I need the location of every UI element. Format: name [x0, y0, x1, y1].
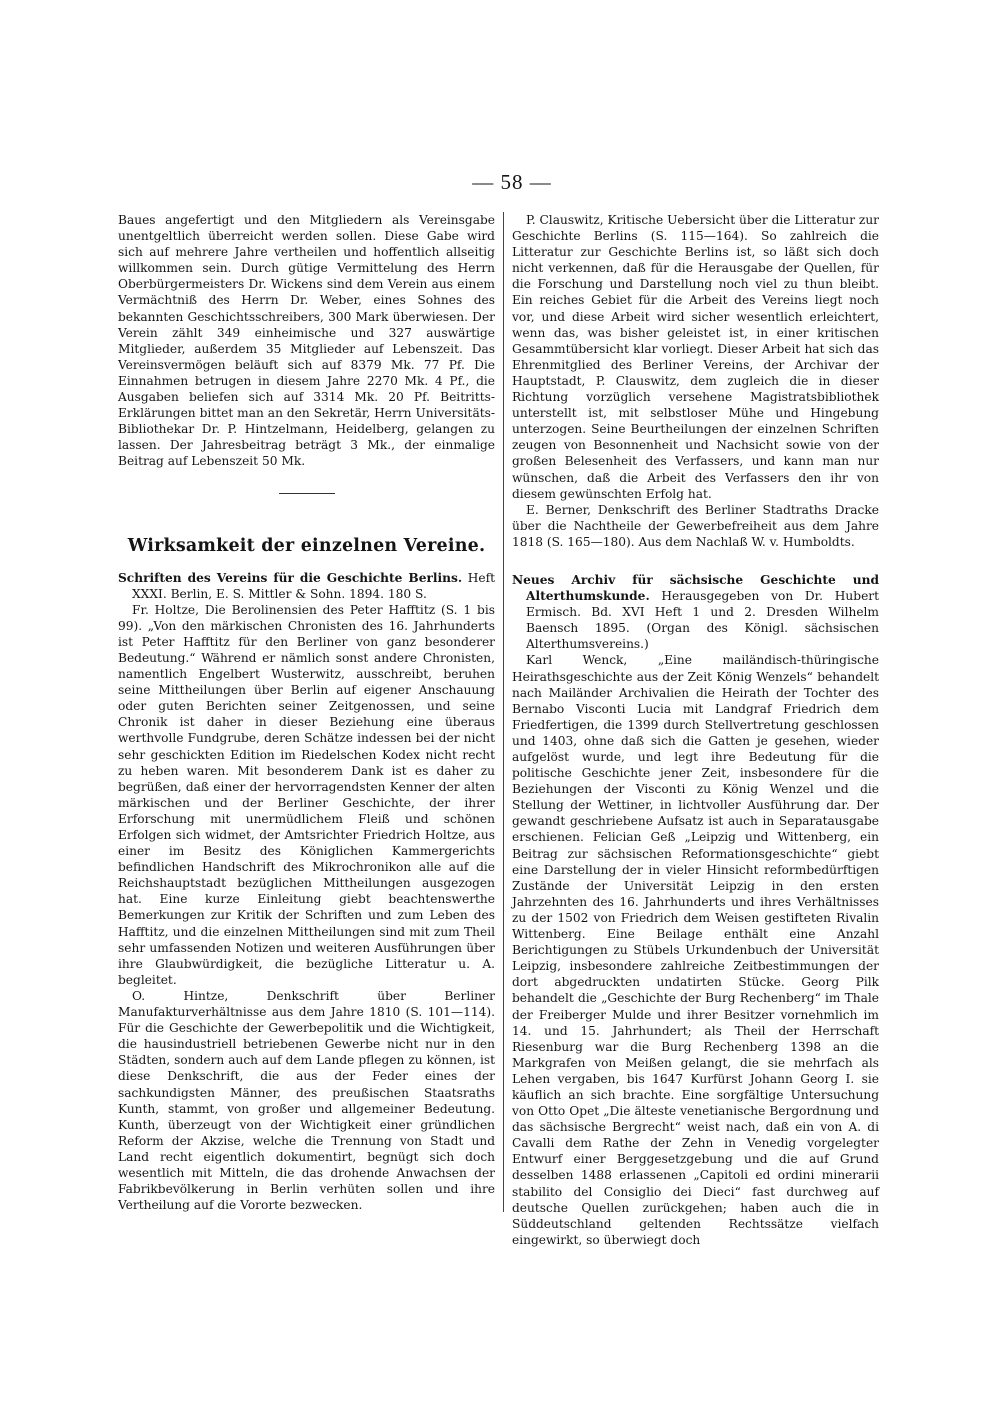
left-column — [118, 212, 495, 1213]
entry-saxony-wenck: Karl Wenck, „Eine mailändisch-thüringische Heirathsgeschichte aus der Zeit König Wenzels“ behandelt nach Mailänder Archivalien die Heirath der Tochter des Bernabo Visconti Lucia mit Landgraf Friedrich dem Friedfertigen, die 1399 durch Stellvertretung geschlossen und 1403, ohne daß sich die Gatten je gesehen, wieder aufgelöst wurde, und legt ihre Bedeutung für die politische Geschichte jener Zeit, insbesondere für die Beziehungen der Visconti zu König Wenzel und die Stellung der Wettiner, in lichtvoller Ausführung dar. Der gewandt geschriebene Aufsatz ist auch in Separatausgabe erschienen. Felician Geß „Leipzig und Wittenberg, ein Beitrag zur sächsischen Reformationsgeschichte“ giebt eine Darstellung der in vieler Hinsicht reformbedürftigen Zustände der Universität Leipzig in den ersten Jahrzehnten des 16. Jahrhunderts und ihres Verhältnisses zu der 1502 von Friedrich dem Weisen gestifteten Rivalin Wittenberg. Eine Beilage enthält eine Anzahl Berichtigungen zu Stübels Urkundenbuch der Universität Leipzig, insbesondere zahlreiche Zeitbestimmungen der dort abgedruckten undatirten Stücke. Georg Pilk behandelt die „Geschichte der Burg Rechenberg“ im Thale der Freiberger Mulde und ihrer Besitzer vornehmlich im 14. und 15. Jahrhundert; als Theil der Herrschaft Riesenburg war die Burg Rechenberg 1398 an die Markgrafen von Meißen gelangt, die sie mehrfach als Lehen vergaben, bis 1647 Kurfürst Johann Georg I. sie käuflich an sich brachte. Eine sorgfältige Untersuchung von Otto Opet „Die älteste venetianische Bergordnung und das sächsische Bergrecht“ weist nach, daß ein von A. di Cavalli dem Rathe der Zehn in Venedig vorgelegter Entwurf einer Berggesetzgebung und die auf Grund desselben 1488 erlassenen „Capitoli ed ordini minerarii stabilito del Consiglio dei Dieci“ fast durchweg auf deutsche Quellen zurückgehen; haben auch die in Süddeutschland geltenden Rechtssätze vielfach eingewirkt, so überwiegt doch — [512, 653, 879, 1247]
entry-gap — [512, 550, 879, 572]
intro-paragraph: Baues angefertigt und den Mitgliedern als Vereinsgabe unentgeltlich überreicht werden sollen. Diese Gabe wird sich auf mehrere Jahre vertheilen und hoffentlich allseitig willkommen sein. Durch gütige Vermittelung des Herrn Oberbürgermeisters Dr. Wickens sind dem Verein aus einem Vermächtniß des Herrn Dr. Weber, eines Sohnes des bekannten Geschichtsschreibers, 300 Mark überwiesen. Der Verein zählt 349 einheimische und 327 auswärtige Mitglieder, außerdem 35 Mitglieder auf Lebenszeit. Das Vereinsvermögen beläuft sich auf 8379 Mk. 77 Pf. Die Einnahmen betrugen in diesem Jahre 2270 Mk. 4 Pf., die Ausgaben beliefen sich auf 3314 Mk. 20 Pf. Beitritts-Erklärungen bittet man an den Sekretär, Herrn Universitäts-Bibliothekar Dr. P. Hintzelmann, Heidelberg, gelangen zu lassen. Der Jahresbeitrag beträgt 3 Mk., der einmalige Beitrag auf Lebenszeit 50 Mk. — [118, 213, 495, 469]
section-separator — [279, 493, 335, 494]
entry-saxony-publication: Herausgegeben von Dr. Hubert Ermisch. Bd. XVI Heft 1 und 2. Dresden Wilhelm Baensch 1895. (Organ des Königl. sächsischen Alterthumsvereins.) — [526, 589, 879, 652]
entry-berlin-clauswitz: P. Clauswitz, Kritische Uebersicht über die Litteratur zur Geschichte Berlins (S. 115—164). So zahlreich die Litteratur zur Geschichte Berlins ist, so läßt sich doch nicht verkennen, daß für die Herausgabe der Quellen, für die Forschung und Darstellung noch viel zu thun bleibt. Ein reiches Gebiet für die Arbeit des Vereins liegt noch vor, und diese Arbeit wird sicher wesentlich erleichtert, wenn das, was bisher geleistet ist, in einer kritischen Gesammtübersicht klar vorliegt. Dieser Arbeit hat sich das Ehrenmitglied des Berliner Vereins, der Archivar der Hauptstadt, P. Clauswitz, dem zugleich die in dieser Richtung vorzüglich versehene Magistratsbibliothek unterstellt ist, mit selbstloser Mühe und Hingebung unterzogen. Seine Beurtheilungen der einzelnen Schriften zeugen von Besonnenheit und Nachsicht sowie von der großen Belesenheit des Verfassers, und kann man nur wünschen, daß die Arbeit des Verfassers den ihr von diesem gewünschten Erfolg hat. — [512, 213, 880, 501]
entry-berlin-holtze: Fr. Holtze, Die Berolinensien des Peter Hafftitz (S. 1 bis 99). „Von den märkischen Chronisten des 16. Jahrhunderts ist Peter Hafftitz für den Berliner von ganz besonderer Bedeutung.“ Während er nämlich sonst andere Chronisten, namentlich Engelbert Wusterwitz, ausschreibt, beruhen seine Mittheilungen über Berlin auf eigener Anschauung oder guten Berichten seiner Zeitgenossen, und seine Chronik ist daher in dieser Beziehung eine überaus werthvolle Fundgrube, deren Schätze indessen bei der nicht sehr geschickten Edition im Riedelschen Kodex nicht recht zu heben waren. Mit besonderem Dank ist es daher zu begrüßen, daß einer der hervorragendsten Kenner der alten märkischen und der Berliner Geschichte, der ihrer Erforschung mit unermüdlichem Fleiß und schönen Erfolgen sich widmet, der Amtsrichter Friedrich Holtze, aus einer im Besitz des Königlichen Kammergerichts befindlichen Handschrift des Mikrochronikon alle auf die Reichshauptstadt bezüglichen Mittheilungen ausgezogen hat. Eine kurze Einleitung giebt beachtenswerthe Bemerkungen zur Kritik der Schriften und zum Leben des Hafftitz, und die einzelnen Mittheilungen sind mit zum Theil sehr umfassenden Notizen und weiteren Ausführungen über ihre Glaubwürdigkeit, die bezügliche Litteratur u. A. begleitet. — [118, 602, 495, 987]
section-heading: Wirksamkeit der einzelnen Vereine. — [127, 535, 486, 556]
right-column — [512, 212, 879, 1248]
entry-berlin-header — [118, 570, 495, 602]
entry-berlin-hintze: O. Hintze, Denkschrift über Berliner Manufakturverhältnisse aus dem Jahre 1810 (S. 101—114). Für die Geschichte der Gewerbepolitik und die Wichtigkeit, die hausindustriell betriebenen Gewerbe nicht nur in den Städten, sondern auch auf dem Lande pflegen zu können, ist diese Denkschrift, die aus der Feder eines der sachkundigsten Männer, des preußischen Staatsraths Kunth, stammt, von großer und allgemeiner Bedeutung. Kunth, überzeugt von der Wichtigkeit einer gründlichen Reform der Akzise, welche die Trennung von Stadt und Land recht eigentlich dokumentirt, begnügt sich doch wesentlich mit Mitteln, die das drohende Anwachsen der Fabrikbevölkerung in Berlin verhüten sollen und ihre Vertheilung auf die Vororte bezwecken. — [118, 988, 495, 1213]
entry-saxony-title: Neues Archiv für sächsische Geschichte und Alterthumskunde. — [512, 572, 879, 604]
page-number: — 58 — — [472, 170, 552, 194]
entry-berlin-publication: Heft XXXI. Berlin, E. S. Mittler & Sohn. 1894. 180 S. — [132, 570, 495, 601]
entry-berlin-berner: E. Berner, Denkschrift des Berliner Stadtraths Dracke über die Nachtheile der Gewerbefreiheit aus dem Jahre 1818 (S. 165—180). Aus dem Nachlaß W. v. Humboldts. — [512, 502, 879, 549]
column-divider — [503, 212, 504, 1212]
entry-saxony-header — [512, 572, 879, 652]
entry-berlin-title: Schriften des Vereins für die Geschichte Berlins. — [118, 570, 463, 585]
